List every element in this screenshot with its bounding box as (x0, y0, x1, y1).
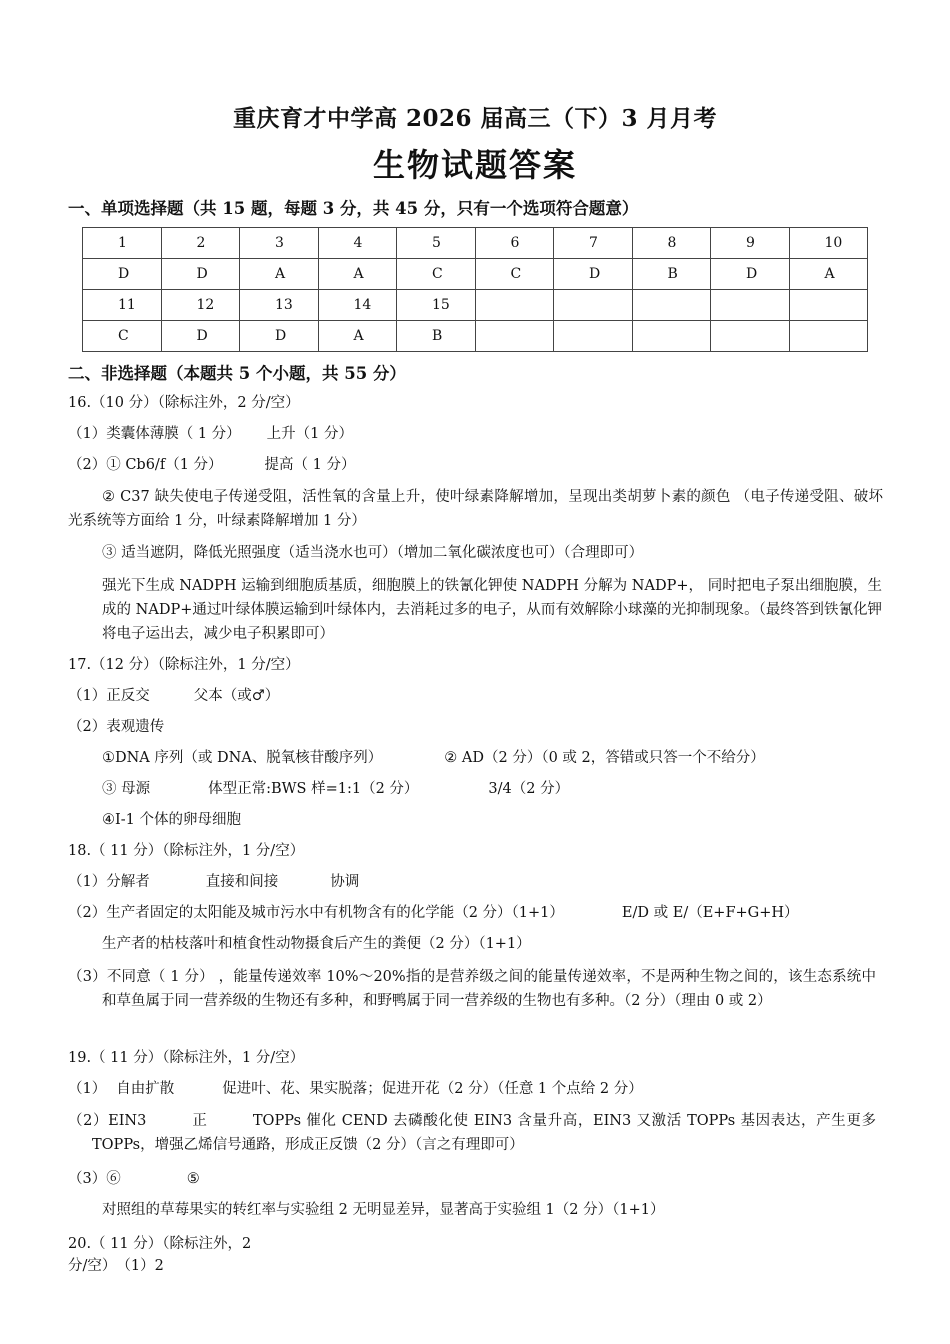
q20-heading: 20.（ 11 分）（除标注外，2 (68, 1236, 252, 1252)
question-number-cell: 15 (397, 290, 476, 321)
answer-row (83, 259, 868, 290)
question-number-cell: 5 (397, 228, 476, 259)
question-number-cell: 12 (161, 290, 240, 321)
question-number-cell: 13 (240, 290, 319, 321)
question-number-cell: 4 (318, 228, 397, 259)
q19-part3-answer-b: ⑤ (186, 1171, 200, 1187)
q17-part2-answer-b: ② AD（2 分）（0 或 2，答错或只答一个不给分） (444, 750, 765, 766)
q20-part1: 分/空） （1）2 (68, 1258, 164, 1274)
q16-part2-answer-b: 提高（ 1 分） (264, 457, 356, 473)
answer-cell (554, 321, 633, 352)
answer-cell: B (397, 321, 476, 352)
question-number-cell: 14 (318, 290, 397, 321)
answer-cell: D (554, 259, 633, 290)
answer-cell: B (632, 259, 711, 290)
q18-part2 (68, 902, 799, 924)
q19-part1-label: （1） (68, 1081, 107, 1097)
q18-part1 (68, 871, 359, 893)
answer-cell (475, 321, 554, 352)
q16-part2-item3: ③ 适当遮阴，降低光照强度（适当浇水也可）（增加二氧化碳浓度也可）（合理即可） (102, 545, 644, 561)
q19-heading: 19.（ 11 分）（除标注外，1 分/空） (68, 1050, 305, 1066)
q16-heading: 16.（10 分）（除标注外，2 分/空） (68, 395, 300, 411)
q17-heading: 17.（12 分）（除标注外，1 分/空） (68, 657, 300, 673)
answer-cell (711, 321, 790, 352)
question-number-cell: 2 (161, 228, 240, 259)
q17-part2-item3 (102, 778, 569, 800)
answer-row (83, 321, 868, 352)
answer-cell: D (161, 321, 240, 352)
question-number-cell: 9 (711, 228, 790, 259)
answer-cell: D (83, 259, 162, 290)
question-number-cell (711, 290, 790, 321)
q18-part3: （3）不同意（ 1 分） ，能量传递效率 10%～20%指的是营养级之间的能量传递效率，不是两种生物之间的，该生态系统中和草鱼属于同一营养级的生物还有多种，和野鸭属于同一营养级的生物也有多种。（2 分）（理由 0 或 2） (68, 969, 876, 1009)
question-number-cell: 1 (83, 228, 162, 259)
answer-title: 生物试题答案 (372, 146, 577, 184)
question-number-cell (475, 290, 554, 321)
question-number-cell: 8 (632, 228, 711, 259)
q16-part3: 强光下生成 NADPH 运输到细胞质基质，细胞膜上的铁氰化钾使 NADPH 分解为 NADP+， 同时把电子泵出细胞膜，生成的 NADP+通过叶绿体膜运输到叶绿体内，去消耗过多的电子，从而有效解除小球藻的光抑制现象。（最终答到铁氰化钾将电子运出去，减少电子积累即可） (102, 578, 882, 642)
answer-cell (789, 321, 868, 352)
answer-cell (632, 321, 711, 352)
q16-part1-answer-b: 上升（1 分） (266, 426, 354, 442)
q17-part1-answer-a: （1）正反交 (68, 688, 150, 704)
q19-part3 (68, 1168, 200, 1190)
q19-part1-answer-b: 促进叶、花、果实脱落；促进开花（2 分）（任意 1 个点给 2 分） (222, 1081, 643, 1097)
answer-cell: D (240, 321, 319, 352)
q16-part2 (68, 454, 355, 476)
answer-cell: A (318, 259, 397, 290)
q18-part1-answer-b: 直接和间接 (205, 874, 279, 890)
answer-cell: D (711, 259, 790, 290)
q17-part2-item4: ④Ⅰ-1 个体的卵母细胞 (102, 812, 241, 828)
q18-part2-item2: 生产者的枯枝落叶和植食性动物摄食后产生的粪便（2 分）（1+1） (102, 936, 531, 952)
q18-heading: 18.（ 11 分）（除标注外，1 分/空） (68, 843, 305, 859)
q17-part3-answer-a: ③ 母源 (102, 781, 151, 797)
q19-part3-answer-a: （3）⑥ (68, 1171, 121, 1187)
question-number-cell: 11 (83, 290, 162, 321)
q16-part1-answer-a: （1）类囊体薄膜（ 1 分） (68, 426, 241, 442)
q17-part3-answer-c: 3/4（2 分） (488, 781, 570, 797)
answer-cell: A (318, 321, 397, 352)
question-number-cell (789, 290, 868, 321)
q17-part1 (68, 685, 279, 707)
question-number-row (83, 228, 868, 259)
question-number-row (83, 290, 868, 321)
q19-part3-item2: 对照组的草莓果实的转红率与实验组 2 无明显差异，显著高于实验组 1（2 分）（1+1） (102, 1202, 665, 1218)
q18-part2-answer-a: （2）生产者固定的太阳能及城市污水中有机物含有的化学能（2 分）（1+1） (68, 905, 564, 921)
answer-table (82, 227, 868, 352)
answer-cell: D (161, 259, 240, 290)
answer-cell: A (789, 259, 868, 290)
q16-part2-answer-a: （2）① Cb6/f（1 分） (68, 457, 223, 473)
answer-cell: A (240, 259, 319, 290)
question-number-cell: 7 (554, 228, 633, 259)
q16-part1 (68, 423, 353, 445)
exam-title: 重庆育才中学高 2026 届高三（下）3 月月考 (232, 105, 718, 132)
question-number-cell: 3 (240, 228, 319, 259)
question-number-cell: 6 (475, 228, 554, 259)
q19-part1 (68, 1078, 643, 1100)
question-number-cell (554, 290, 633, 321)
question-number-cell (632, 290, 711, 321)
q18-part2-answer-b: E/D 或 E/（E+F+G+H） (621, 905, 799, 921)
section2-heading: 二、非选择题（本题共 5 个小题，共 55 分） (68, 364, 406, 383)
q19-part1-answer-a: 自由扩散 (116, 1081, 175, 1097)
q17-part2: （2）表观遗传 (68, 719, 165, 735)
q18-part1-answer-a: （1）分解者 (68, 874, 150, 890)
answer-cell: C (397, 259, 476, 290)
q19-part2: （2）EIN3 正 TOPPs 催化 CEND 去磷酸化使 EIN3 含量升高，EIN3 又激活 TOPPs 基因表达，产生更多 TOPPs，增强乙烯信号通路，形成正反馈（2 分）（言之有理即可） (68, 1113, 876, 1153)
q17-part2-answer-a: ①DNA 序列（或 DNA、脱氧核苷酸序列） (102, 750, 383, 766)
answer-cell: C (83, 321, 162, 352)
question-number-cell: 10 (789, 228, 868, 259)
q17-part2-item1 (102, 747, 765, 769)
q17-part1-answer-b: 父本（或♂） (193, 688, 280, 704)
section1-heading: 一、单项选择题（共 15 题，每题 3 分，共 45 分，只有一个选项符合题意） (68, 199, 639, 218)
q18-part1-answer-c: 协调 (330, 874, 360, 890)
answer-cell: C (475, 259, 554, 290)
q16-part2-item2: ② C37 缺失使电子传递受阻，活性氧的含量上升，使叶绿素降解增加，呈现出类胡萝卜素的颜色 （电子传递受阻、破坏光系统等方面给 1 分，叶绿素降解增加 1 分） (68, 489, 883, 529)
q17-part3-answer-b: 体型正常:BWS 样=1:1（2 分） (208, 781, 419, 797)
